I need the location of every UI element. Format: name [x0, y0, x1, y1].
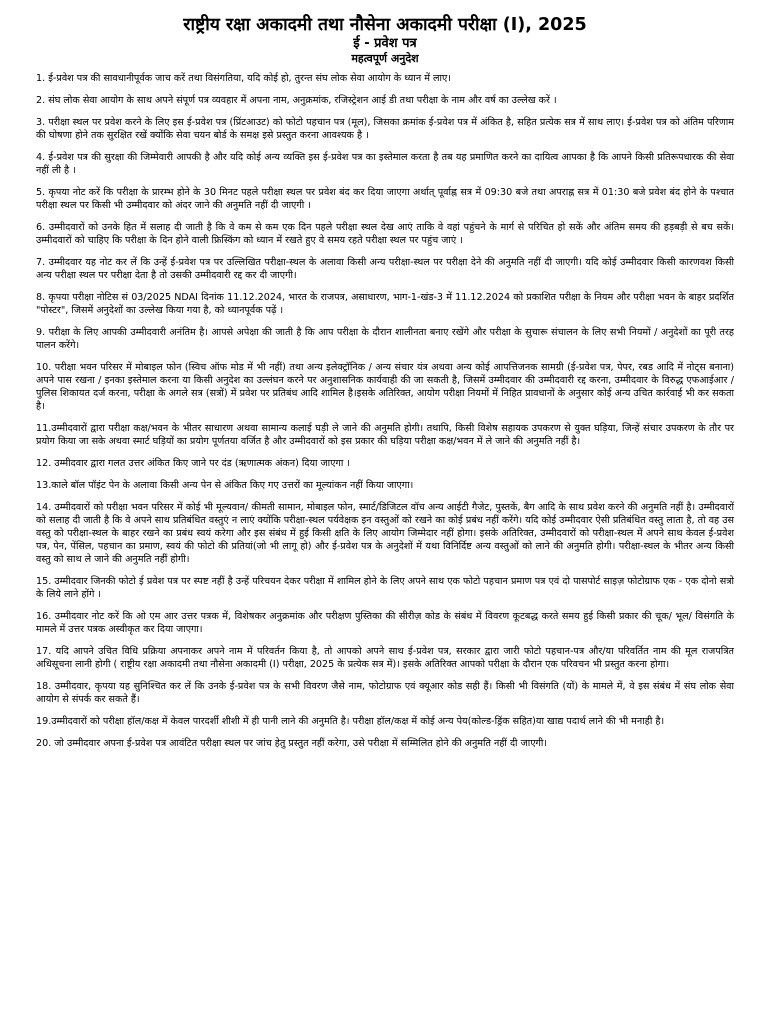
instruction-item: 19.उम्मीदवारों को परीक्षा हॉल/कक्ष में केवल पारदर्शी शीशी में ही पानी लाने की अनुमति है। परीक्षा हॉल/कक्ष में कोई अन्य पेय(कोल्ड-ड्रिंक सहित)या खाद्य पदार्थ लाने की भी मनाही है।: [36, 716, 665, 728]
instruction-item: 16. उम्मीदवार नोट करें कि ओ एम आर उत्तर पत्रक में, विशेषकर अनुक्रमांक और परीक्षण पुस्तिका की सीरीज़ कोड के संबंध में विवरण कूटबद्ध करते समय हुई किसी प्रकार की चूक/ भूल/ विसंगति के मामले में उत्तर पत्रक अस्वीकृत कर दिया जाएगा।: [36, 611, 734, 636]
instruction-item: 9. परीक्षा के लिए आपकी उम्मीदवारी अनंतिम है। आपसे अपेक्षा की जाती है कि आप परीक्षा के दौरान शालीनता बनाए रखेंगे और परीक्षा के सुचारू संचालन के लिए सभी नियमों / अनुदेशों का पूरी तरह पालन करेंगे।: [36, 326, 734, 351]
instruction-item: 13.काले बॉल पॉइंट पेन के अलावा किसी अन्य पेन से अंकित किए गए उत्तरों का मूल्यांकन नहीं किया जाएगा।: [36, 479, 414, 491]
instruction-item: 20. जो उम्मीदवार अपना ई-प्रवेश पत्र आवंटित परीक्षा स्थल पर जांच हेतु प्रस्तुत नहीं करेगा, उसे परीक्षा में सम्मिलित होने की अनुमति नहीं दी जाएगी।: [36, 738, 548, 749]
exam-title: राष्ट्रीय रक्षा अकादमी तथा नौसेना अकादमी परीक्षा (I), 2025: [183, 15, 587, 35]
instruction-item: 10. परीक्षा भवन परिसर में मोबाइल फोन (स्विच ऑफ मोड में भी नहीं) तथा अन्य इलेक्ट्रॉनिक / अन्य संचार यंत्र अथवा अन्य कोई आपत्तिजनक सामग्री (ई-प्रवेश पत्र, पेपर, रबड आदि में नोट्स बनाना) अपने पास रखना / इनका इस्तेमाल करना या किसी अनुदेश का उल्लंघन करने पर अनुशासनिक कार्यवाही की जा सकती है, जिसमें उम्मीदवार की उम्मीदवारी रद्द करना, उम्मीदवार के विरुद्ध एफआईआर / पुलिस शिकायत दर्ज करना, परीक्षा के अगले सत्र (सत्रों) में प्रवेश पर प्रतिबंध आदि शामिल है।इसके अतिरिक्त, आयोग परीक्षा नियमों में निहित प्रावधानों के अनुसार कोई अन्य उचित कार्रवाई भी कर सकता है।: [36, 361, 734, 413]
instruction-item: 11.उम्मीदवारों द्वारा परीक्षा कक्ष/भवन के भीतर साधारण अथवा सामान्य कलाई घड़ी ले जाने की अनुमति होगी। तथापि, किसी विशेष सहायक उपकरण से युक्त घड़िया, जिन्हें संचार उपकरण के तौर पर प्रयोग किया जा सके अथवा स्मार्ट घड़ियों का प्रयोग पूर्णतया वर्जित है और उम्मीदवारों को इस प्रकार की घड़िया परीक्षा कक्ष/भवन में ले जाने की अनुमति नहीं है।: [36, 423, 734, 448]
instruction-item: 15. उम्मीदवार जिनकी फोटो ई प्रवेश पत्र पर स्पष्ट नहीं है उन्हें परिचयन देकर परीक्षा में शामिल होने के लिए अपने साथ एक फोटो पहचान प्रमाण पत्र एवं दो पासपोर्ट साइज़ फोटोग्राफ एक - एक दोनो सत्रो के लिये लाने होंगे ।: [36, 576, 734, 601]
document-subtitle: ई - प्रवेश पत्र: [353, 36, 417, 51]
instructions-list: [36, 72, 734, 750]
instruction-item: 3. परीक्षा स्थल पर प्रवेश करने के लिए इस ई-प्रवेश पत्र (प्रिंटआउट) को फोटो पहचान पत्र (मूल), जिसका क्रमांक ई-प्रवेश पत्र में अंकित है, सहित प्रत्येक सत्र में साथ लाए। ई-प्रवेश पत्र को अंतिम परिणाम की घोषणा होने तक सुरक्षित रखें क्योंकि सेवा चयन बोर्ड के समक्ष इसे प्रस्तुत करना आवश्यक है ।: [36, 116, 734, 141]
instruction-item: 7. उम्मीदवार यह नोट कर लें कि उन्हें ई-प्रवेश पत्र पर उल्लिखित परीक्षा-स्थल के अलावा किसी अन्य परीक्षा-स्थल पर परीक्षा देने की अनुमति नहीं दी जाएगी। यदि कोई उम्मीदवार किसी कारणवश किसी अन्य परीक्षा स्थल पर परीक्षा देता है तो उसकी उम्मीदवारी रद्द कर दी जाएगी।: [36, 256, 734, 281]
instruction-item: 12. उम्मीदवार द्वारा गलत उत्तर अंकित किए जाने पर दंड (ऋणात्मक अंकन) दिया जाएगा ।: [36, 458, 351, 469]
instruction-item: 8. कृपया परीक्षा नोटिस सं 03/2025 NDAI दिनांक 11.12.2024, भारत के राजपत्र, असाधारण, भाग-1-खंड-3 में 11.12.2024 को प्रकाशित परीक्षा के नियम और परीक्षा भवन के बाहर प्रदर्शित "पोस्टर", जिसमें अनुदेशों का उल्लेख किया गया है, को ध्यानपूर्वक पढ़ें ।: [36, 291, 734, 316]
instruction-item: 2. संघ लोक सेवा आयोग के साथ अपने संपूर्ण पत्र व्यवहार में अपना नाम, अनुक्रमांक, रजिस्ट्रेशन आई डी तथा परीक्षा के नाम और वर्ष का उल्लेख करें ।: [36, 94, 557, 106]
instruction-item: 18. उम्मीदवार, कृपया यह सुनिश्चित कर लें कि उनके ई-प्रवेश पत्र के सभी विवरण जैसे नाम, फोटोग्राफ एवं क्यूआर कोड सही हैं। किसी भी विसंगति (यों) के मामले में, वे इस संबंध में संघ लोक सेवा आयोग से संपर्क कर सकते हैं।: [36, 681, 734, 706]
instructions-heading: महत्वपूर्ण अनुदेश: [351, 52, 419, 65]
instruction-item: 1. ई-प्रवेश पत्र की सावधानीपूर्वक जाच करें तथा विसंगतिया, यदि कोई हो, तुरन्त संघ लोक सेवा आयोग के ध्यान में लाए।: [36, 73, 451, 84]
instruction-item: 4. ई-प्रवेश पत्र की सुरक्षा की जिम्मेवारी आपकी है और यदि कोई अन्य व्यक्ति इस ई-प्रवेश पत्र का इस्तेमाल करता है तब यह प्रमाणित करने का दायित्व आपका है कि आपने किसी प्रतिरूपधारक की सेवा नहीं ली है ।: [36, 151, 734, 176]
instruction-item: 5. कृपया नोट करें कि परीक्षा के प्रारम्भ होने के 30 मिनट पहले परीक्षा स्थल पर प्रवेश बंद कर दिया जाएगा अर्थात् पूर्वाह्न सत्र में 09:30 बजे तथा अपराह्न सत्र में 01:30 बजे प्रवेश बंद होने के पश्चात परीक्षा स्थल पर किसी भी उम्मीदवार को अंदर जाने की अनुमति नहीं दी जाएगी ।: [36, 186, 734, 211]
instruction-item: 14. उम्मीदवारों को परीक्षा भवन परिसर में कोई भी मूल्यवान/ कीमती सामान, मोबाइल फोन, स्मार्ट/डिजिटल वॉच अन्य आईटी गैजेट, पुस्तकें, बैग आदि के साथ प्रवेश करने की अनुमति नहीं है। उम्मीदवारों को सलाह दी जाती है कि वे अपने साथ प्रतिबंधित वस्तुएं न लाएं क्योंकि परीक्षा-स्थल पर्यवेक्षक इन वस्तुओं को रखने का कोई प्रबंध नहीं करेंगे। यदि कोई उम्मीदवार ऐसी प्रतिबंधित वस्तु लाता है, तो वह उस वस्तु को परीक्षा-स्थल के बाहर रखने का प्रबंध स्वयं करेगा और इस संबंध में हुई किसी क्षति के लिए आयोग जिम्मेदार नहीं होगा। इसके अतिरिक्त, उम्मीदवारों को परीक्षा-स्थल में अपने साथ केवल ई-प्रवेश पत्र, पेन, पेंसिल, पहचान का प्रमाण, स्वयं की फोटो की प्रतियां(जो भी लागू हो) और ई-प्रवेश पत्र के अनुदेशों में यथा विनिर्दिष्ट अन्य वस्तुओं को लाने की अनुमति होगी। परीक्षा-स्थल के भीतर अन्य किसी वस्तु को साथ ले जाने की अनुमति नहीं होगी।: [36, 501, 734, 566]
instruction-item: 17. यदि आपने उचित विधि प्रक्रिया अपनाकर अपने नाम में परिवर्तन किया है, तो आपको अपने साथ ई-प्रवेश पत्र, सरकार द्वारा जारी फोटो पहचान-पत्र और/या परिवर्तित नाम की मूल राजपत्रित अधिसूचना लानी होगी ( राष्ट्रीय रक्षा अकादमी तथा नौसेना अकादमी (I) परीक्षा, 2025 के प्रत्येक सत्र में)। इसके अतिरिक्त आपको परीक्षा के दौरान एक परिवचन भी प्रस्तुत करना होगा।: [36, 646, 734, 671]
instruction-item: 6. उम्मीदवारों को उनके हित में सलाह दी जाती है कि वे कम से कम एक दिन पहले परीक्षा स्थल देख आएं ताकि वे वहां पहुंचने के मार्ग से परिचित हो सकें और अंतिम समय की हड़बड़ी से बच सकें। उम्मीदवारों को चाहिए कि परीक्षा के दिन होने वाली फ्रिस्किंग को ध्यान में रखते हुए वे समय रहते परीक्षा स्थल पर पहुंच जाएं ।: [36, 221, 734, 246]
